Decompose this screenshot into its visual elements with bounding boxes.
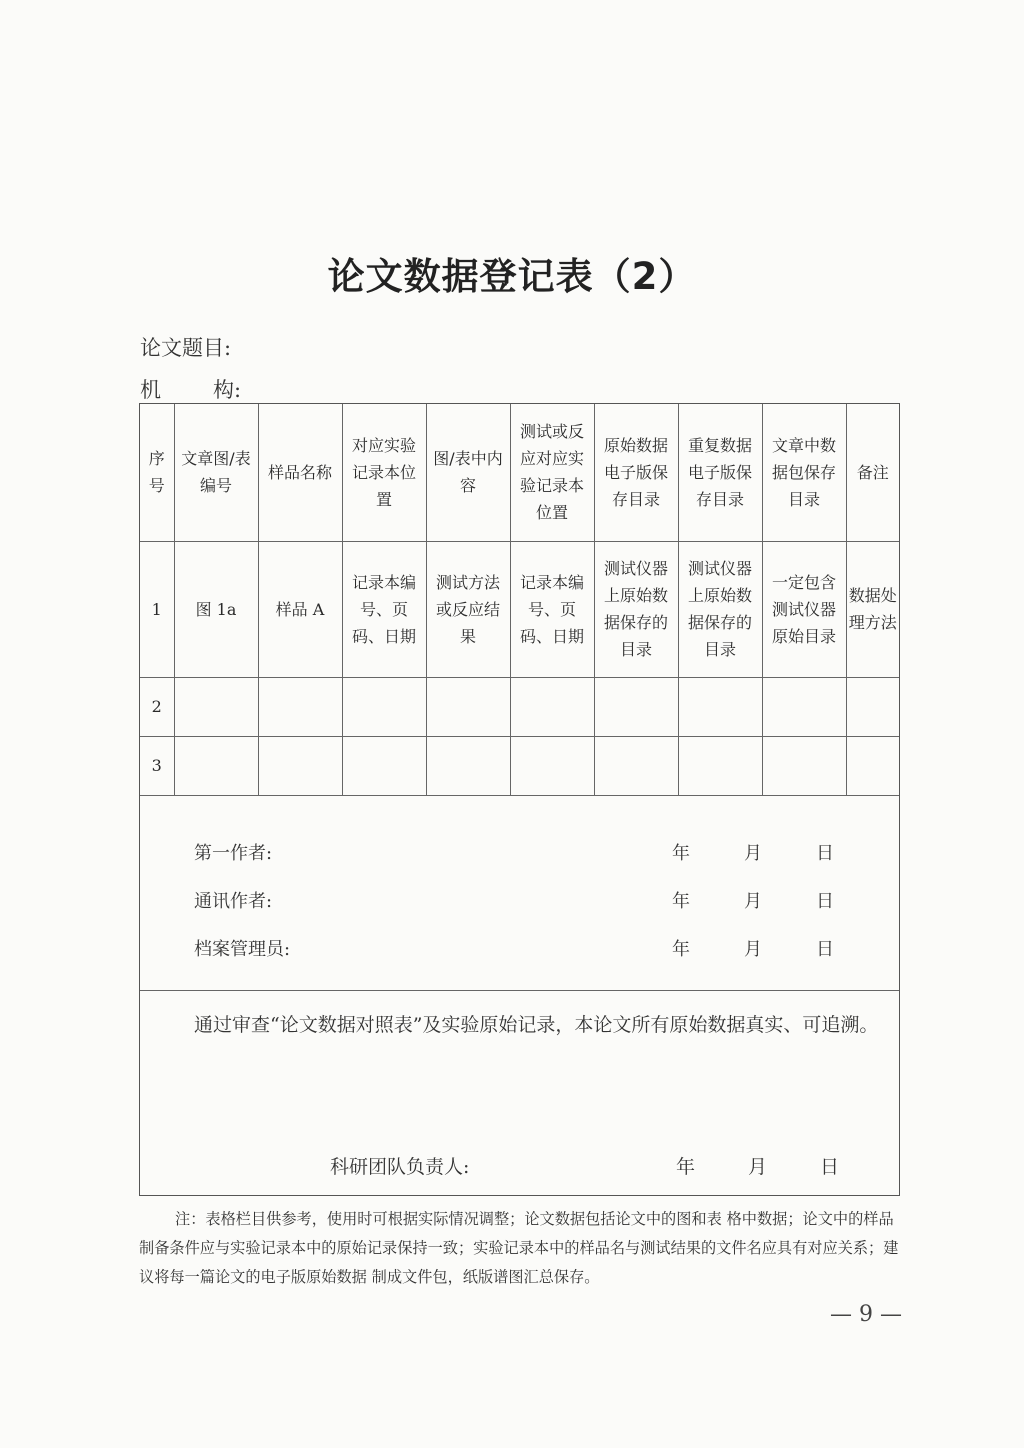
table-cell[interactable] xyxy=(678,736,762,795)
footnote: 注：表格栏目供参考，使用时可根据实际情况调整；论文数据包括论文中的图和表 格中数据；论文中的样品制备条件应与实验记录本中的原始记录保持一致；实验记录本中的样品名与测试结果的文件名应具有对应关系；建议将每一篇论文的电子版原始数据 制成文件包，纸版谱图汇总保存。 xyxy=(139,1210,899,1286)
table-cell[interactable] xyxy=(258,677,342,736)
header-cell: 样品名称 xyxy=(258,404,342,541)
first-author-date: 年 月 日 xyxy=(672,843,834,864)
table-cell[interactable] xyxy=(258,736,342,795)
header-cell: 原始数据电子版保存目录 xyxy=(594,404,678,541)
team-leader-date: 年 月 日 xyxy=(676,1156,840,1178)
archivist-date: 年 月 日 xyxy=(672,939,834,960)
table-cell[interactable] xyxy=(174,677,258,736)
paper-title-field xyxy=(140,332,231,362)
table-row xyxy=(140,736,899,795)
table-cell: 2 xyxy=(140,677,174,736)
paper-title-label: 论文题目: xyxy=(140,336,232,360)
table-cell: 测试仪器上原始数据保存的目录 xyxy=(678,541,762,677)
table-cell[interactable] xyxy=(510,736,594,795)
table-cell: 记录本编号、页码、日期 xyxy=(510,541,594,677)
table-row xyxy=(140,541,899,677)
table-cell[interactable] xyxy=(762,736,846,795)
header-cell: 图/表中内容 xyxy=(426,404,510,541)
header-cell: 文章图/表编号 xyxy=(174,404,258,541)
table-header-row xyxy=(140,404,899,541)
table-cell[interactable] xyxy=(846,736,899,795)
table-cell: 数据处理方法 xyxy=(846,541,899,677)
corresponding-author-label: 通讯作者: xyxy=(194,891,273,912)
table-cell: 图 1a xyxy=(174,541,258,677)
table-row xyxy=(140,677,899,736)
table-cell: 一定包含测试仪器原始目录 xyxy=(762,541,846,677)
signature-block xyxy=(140,795,899,991)
table-cell: 测试方法或反应结果 xyxy=(426,541,510,677)
team-leader-label: 科研团队负责人: xyxy=(330,1156,470,1178)
data-table xyxy=(140,404,899,796)
review-statement: 通过审查“论文数据对照表”及实验原始记录，本论文所有原始数据真实、可追溯。 xyxy=(194,1014,879,1036)
header-cell: 序号 xyxy=(140,404,174,541)
institution-field xyxy=(140,374,241,404)
header-cell: 重复数据电子版保存目录 xyxy=(678,404,762,541)
header-cell: 测试或反应对应实验记录本位置 xyxy=(510,404,594,541)
table-cell[interactable] xyxy=(426,677,510,736)
table-cell[interactable] xyxy=(510,677,594,736)
table-cell: 样品 A xyxy=(258,541,342,677)
archivist-label: 档案管理员: xyxy=(194,939,291,960)
registration-sheet xyxy=(139,403,900,1196)
header-cell: 文章中数据包保存目录 xyxy=(762,404,846,541)
page-title: 论文数据登记表（2） xyxy=(327,255,697,298)
table-cell: 3 xyxy=(140,736,174,795)
table-cell[interactable] xyxy=(342,736,426,795)
table-cell[interactable] xyxy=(846,677,899,736)
table-cell[interactable] xyxy=(678,677,762,736)
table-cell[interactable] xyxy=(426,736,510,795)
table-cell: 1 xyxy=(140,541,174,677)
institution-label: 机构: xyxy=(140,378,242,402)
corresponding-author-date: 年 月 日 xyxy=(672,891,834,912)
table-cell[interactable] xyxy=(594,677,678,736)
table-cell: 测试仪器上原始数据保存的目录 xyxy=(594,541,678,677)
first-author-label: 第一作者: xyxy=(194,843,273,864)
table-cell[interactable] xyxy=(174,736,258,795)
page-number: — 9 — xyxy=(830,1302,902,1327)
table-cell: 记录本编号、页码、日期 xyxy=(342,541,426,677)
table-cell[interactable] xyxy=(594,736,678,795)
header-cell: 对应实验记录本位置 xyxy=(342,404,426,541)
header-cell: 备注 xyxy=(846,404,899,541)
table-cell[interactable] xyxy=(342,677,426,736)
table-cell[interactable] xyxy=(762,677,846,736)
